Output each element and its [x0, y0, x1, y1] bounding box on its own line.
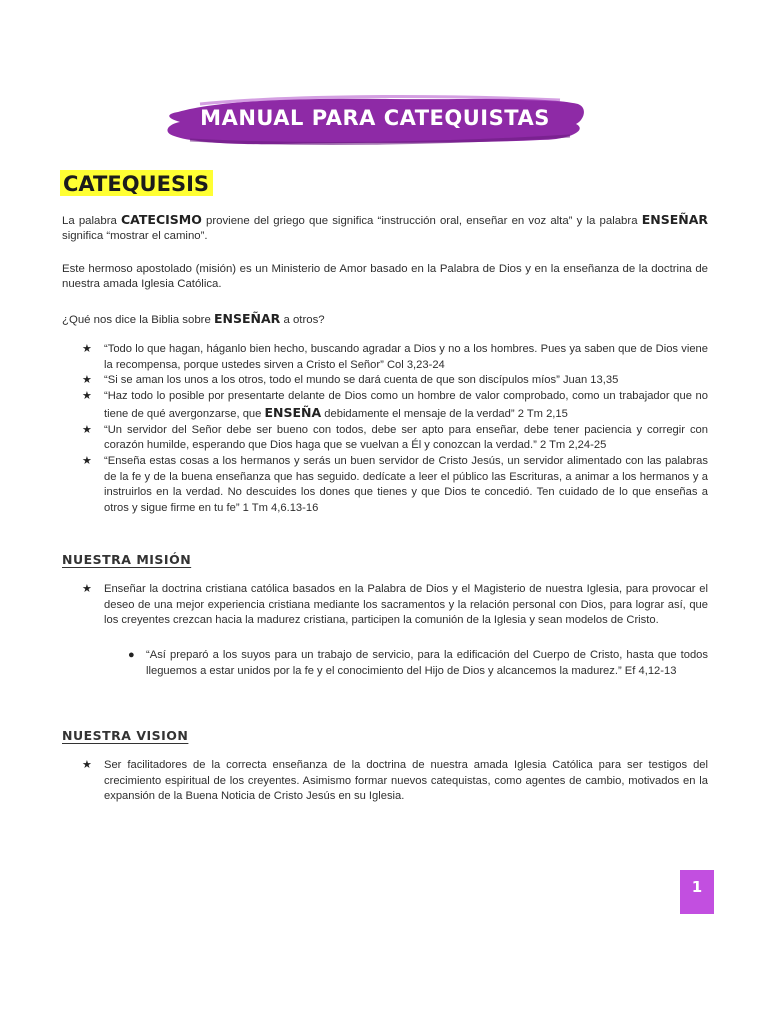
section-heading-vision: NUESTRA VISION	[62, 728, 189, 743]
document-title: MANUAL PARA CATEQUISTAS	[200, 106, 550, 130]
title-banner	[160, 90, 590, 150]
star-bullet-icon: ★	[82, 454, 92, 467]
bold-term: ENSEÑAR	[213, 311, 281, 326]
paragraph-apostolado: Este hermoso apostolado (misión) es un Ministerio de Amor basado en la Palabra de Dios y en la enseñanza de la doctrina de nuestra amada Iglesia Católica.	[62, 263, 708, 290]
star-bullet-icon: ★	[82, 759, 92, 771]
star-bullet-icon: ★	[82, 583, 92, 595]
list-item-text: “Enseña estas cosas a los hermanos y serás un buen servidor de Cristo Jesús, un servidor alimentado con las palabras de la fe y de la buena enseñanza que has seguido. dedícate a leer el público las Escrituras, a animar a los hermanos y a instruirlos en la verdad. No descuides los dones que tienes y que Dios te concedió. Ten cuidado de lo que enseñas a otros y sigue firme en tu fe” 1 Tm 4,6.13-16	[104, 454, 708, 515]
star-bullet-icon: ★	[82, 343, 92, 355]
list-item-text: debidamente el mensaje de la verdad” 2 Tm 2,15	[321, 407, 568, 420]
list-item-text: “Así preparó a los suyos para un trabajo de servicio, para la edificación del Cuerpo de Cristo, hasta que todos lleguemos a estar unidos por la fe y el conocimiento del Hijo de Dios y alcancemos la madurez.” Ef 4,12-13	[146, 649, 708, 677]
list-item-text: “Si se aman los unos a los otros, todo el mundo se dará cuenta de que son discípulos míos” Juan 13,35	[104, 374, 619, 387]
mision-sublist	[128, 648, 708, 679]
text-run: a otros?	[280, 314, 325, 326]
text-run: ¿Qué nos dice la Biblia sobre	[62, 314, 214, 326]
star-bullet-icon: ★	[82, 374, 92, 387]
paragraph-question	[62, 311, 708, 328]
list-item	[82, 582, 708, 629]
list-item	[82, 758, 708, 805]
bold-term: CATECISMO	[121, 212, 202, 227]
section-heading-catequesis: CATEQUESIS	[60, 170, 213, 196]
bold-term: ENSEÑA	[264, 404, 322, 420]
list-item	[82, 423, 708, 454]
list-item	[82, 342, 708, 373]
page-number-badge: 1	[680, 870, 714, 914]
list-item	[82, 389, 708, 422]
star-bullet-icon: ★	[82, 423, 92, 436]
star-bullet-icon: ★	[82, 390, 92, 403]
list-item-text: “Haz todo lo posible por presentarte delante de Dios como un hombre de valor comprobado, como un trabajador que no tiene de qué avergonzarse, que	[104, 390, 708, 420]
list-item-text: Ser facilitadores de la correcta enseñanza de la doctrina de nuestra amada Iglesia Católica para ser testigos del crecimiento espiritual de los creyentes. Asimismo formar nuevos catequistas, como agentes de cambio, motivados en la expansión de la Buena Noticia de Cristo Jesús en su Iglesia.	[104, 759, 708, 803]
section-heading-mision: NUESTRA MISIÓN	[62, 552, 192, 567]
bold-term: ENSEÑAR	[641, 212, 708, 227]
text-run: proviene del griego que significa “instrucción oral, enseñar en voz alta” y la palabra	[201, 215, 642, 227]
mision-list	[82, 582, 708, 629]
text-run: La palabra	[62, 215, 121, 227]
vision-list	[82, 758, 708, 805]
list-item-text: “Todo lo que hagan, háganlo bien hecho, buscando agradar a Dios y no a los hombres. Pues ya saben que de Dios viene la recompensa, porque ustedes sirven a Cristo el Señor” Col 3,23-24	[104, 343, 708, 371]
paragraph-definition	[62, 212, 708, 244]
list-item-text: “Un servidor del Señor debe ser bueno con todos, debe ser apto para enseñar, debe tener paciencia y corregir con corazón humilde, esperando que Dios haga que se vuelvan a Él y conozcan la verdad.” 2 Tm 2,24-25	[104, 423, 708, 452]
list-item	[82, 454, 708, 517]
list-item-text: Enseñar la doctrina cristiana católica basados en la Palabra de Dios y el Magisterio de nuestra Iglesia, para provocar el deseo de una mejor experiencia cristiana mediante los sacramentos y la relación personal con Dios, para lograr así, que los creyentes crezcan hacia la madurez cristiana, participen la comunión de la Iglesia y sean modelos de Cristo.	[104, 583, 708, 627]
list-item	[128, 648, 708, 679]
list-item	[82, 373, 708, 389]
dot-bullet-icon: ●	[128, 649, 135, 661]
text-run: significa “mostrar el camino”.	[62, 230, 208, 242]
bible-quotes-list	[82, 342, 708, 517]
